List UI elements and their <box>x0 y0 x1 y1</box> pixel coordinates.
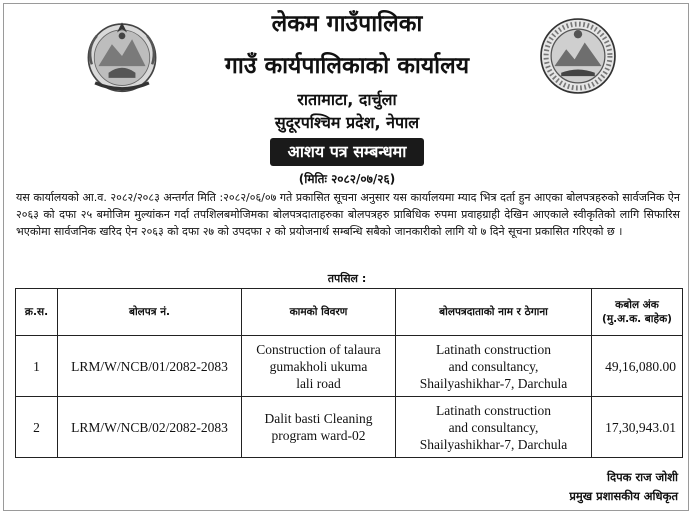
row-description <box>242 397 396 458</box>
description-line: gumakholi ukuma <box>269 358 368 374</box>
row-description <box>242 336 396 397</box>
table-row <box>16 397 683 458</box>
row-amount: 49,16,080.00 <box>592 336 683 397</box>
col-header-amount-line1: कबोल अंक <box>615 299 659 311</box>
bidder-line: and consultancy, <box>448 358 539 374</box>
subject-banner <box>0 138 694 166</box>
bid-table <box>15 288 683 458</box>
row-sn: 2 <box>16 397 58 458</box>
bidder-line: Shailyashikhar-7, Darchula <box>419 436 568 452</box>
bidder-line: Shailyashikhar-7, Darchula <box>419 375 568 391</box>
col-header-amount <box>592 289 683 336</box>
col-header-bid-no: बोलपत्र नं. <box>58 289 242 336</box>
row-bidder <box>396 397 592 458</box>
description-line: lali road <box>296 375 341 391</box>
table-row <box>16 336 683 397</box>
bidder-line: Latinath construction <box>435 402 552 418</box>
col-header-amount-line2: (मु.अ.क. बाहेक) <box>602 313 672 325</box>
province-line: सुदूरपश्चिम प्रदेश, नेपाल <box>274 113 420 132</box>
description-line: Dalit basti Cleaning <box>264 411 373 426</box>
row-sn: 1 <box>16 336 58 397</box>
row-bidder <box>396 336 592 397</box>
bidder-line: and consultancy, <box>448 419 539 435</box>
office-name: गाउँ कार्यपालिकाको कार्यालय <box>224 53 470 79</box>
municipality-name: लेकम गाउँपालिका <box>271 11 423 37</box>
schedule-label: तपसिल : <box>327 272 367 285</box>
notice-body: यस कार्यालयको आ.व. २०८२/२०८३ अन्तर्गत मिति :२०८२/०६/०७ गते प्रकासित सूचना अनुसार यस कार्यालयमा म्याद भित्र दर्ता हुन आएका बोलपत्रहरुको सार्वजनिक ऐन २०६३ को दफा २५ बमोजिम मुल्यांकन गर्दा तपशिलबमोजिमका बोलपत्रदाताहरुका बोलपत्रहरु प्राबिधिक रुपमा प्रवाहग्राही देखिन आएकाले स्वीकृतिको लागि सिफारिस भएकोमा सार्वजनिक खरिद ऐन २०६३ को दफा २७ को उपदफा २ को प्रयोजनार्थ सम्बन्धि सबैको जानकारीको लागि यो ७ दिने सूचना प्रकासित गरिएको छ । <box>16 191 680 238</box>
col-header-description: कामको विवरण <box>242 289 396 336</box>
description-line: Construction of talaura <box>256 341 381 357</box>
office-address: रातामाटा, दार्चुला <box>297 90 397 109</box>
row-bid-no: LRM/W/NCB/01/2082-2083 <box>58 336 242 397</box>
row-amount: 17,30,943.01 <box>592 397 683 458</box>
table-header-row <box>16 289 683 336</box>
signatory-name: दिपक राज जोशी <box>607 470 678 484</box>
subject-title: आशय पत्र सम्बन्धमा <box>270 138 425 166</box>
row-bid-no: LRM/W/NCB/02/2082-2083 <box>58 397 242 458</box>
notice-date: (मितिः २०८२/०७/२६) <box>298 172 396 186</box>
col-header-bidder: बोलपत्रदाताको नाम र ठेगाना <box>396 289 592 336</box>
col-header-sn: क्र.स. <box>16 289 58 336</box>
bidder-line: Latinath construction <box>435 341 552 357</box>
description-line: program ward-02 <box>271 428 366 443</box>
signatory-designation: प्रमुख प्रशासकीय अधिकृत <box>569 489 678 503</box>
